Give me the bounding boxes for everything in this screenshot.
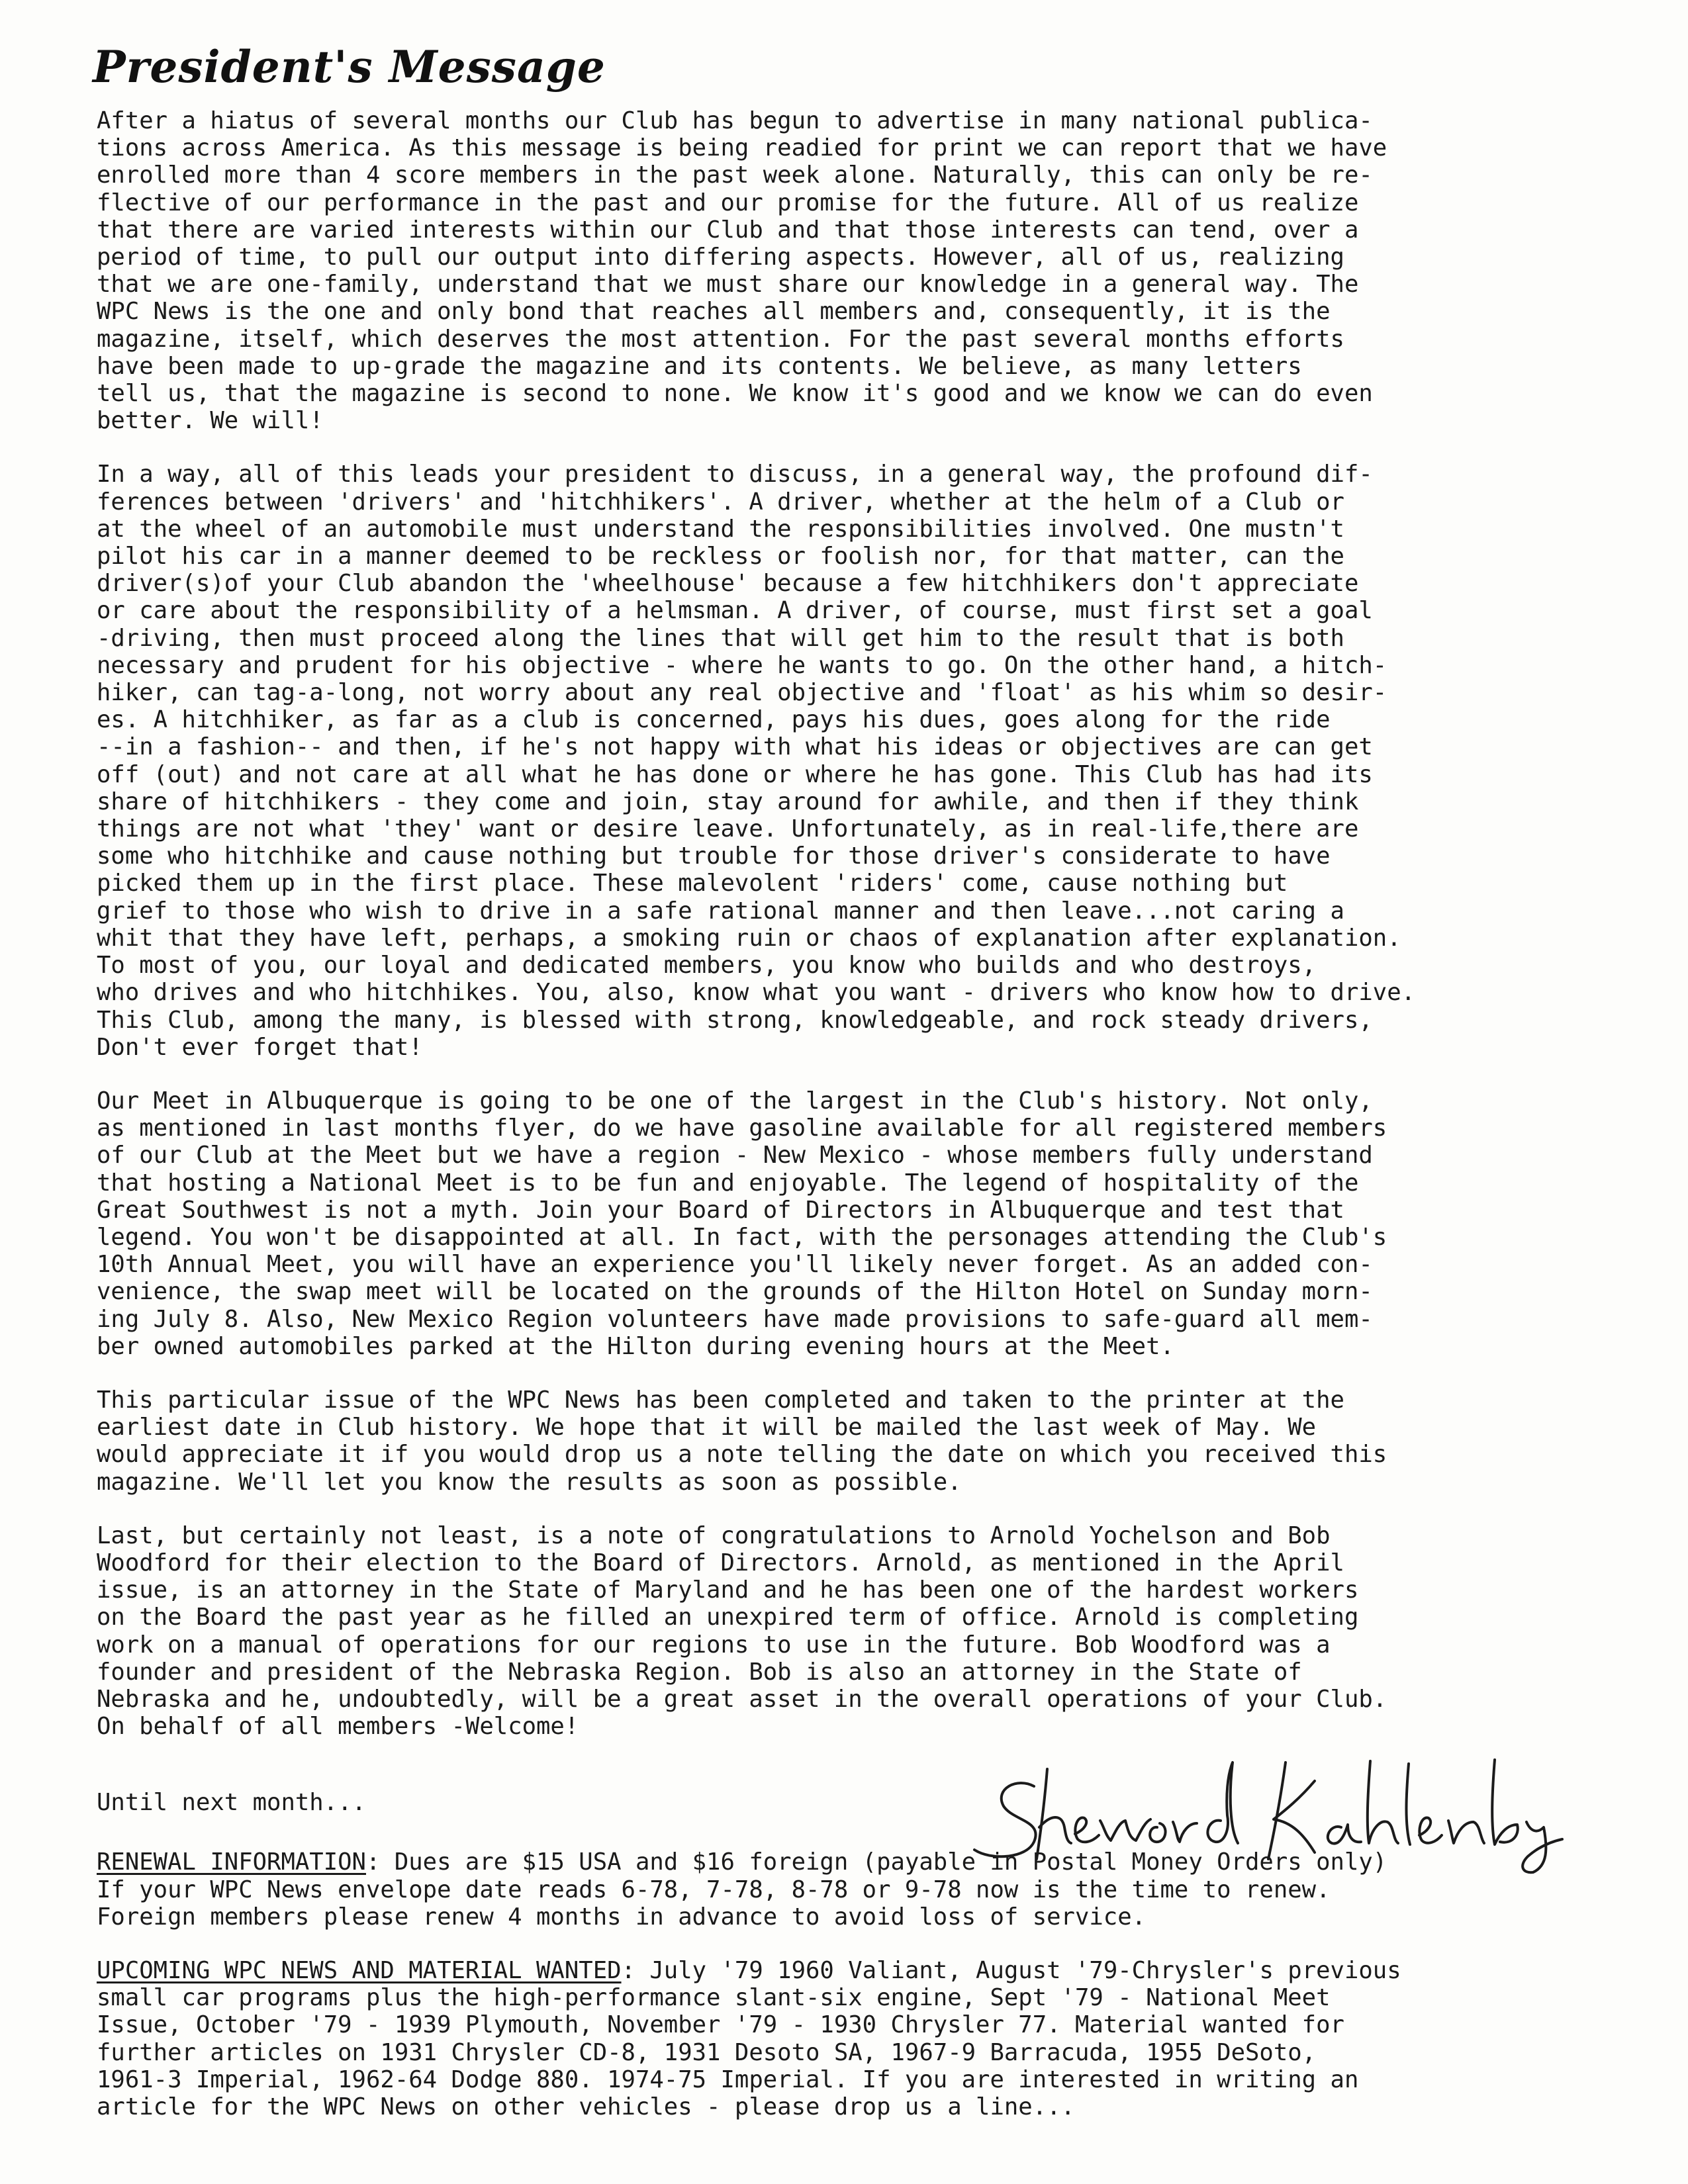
message-body: [97, 107, 1613, 2147]
signature: [970, 1743, 1566, 1875]
upcoming-label: UPCOMING WPC NEWS AND MATERIAL WANTED: [97, 1956, 622, 1984]
paragraph-intro: After a hiatus of several months our Club has begun to advertise in many national publica- tions across America. As this message is being readied for print we can report that we have enrolled more than 4 score members in the past week alone. Naturally, this can only be re- flective of our performance in the past and our promise for the future. All of us realize that there are varied interests within our Club and that those interests can tend, over a period of time, to pull our output into differing aspects. However, all of us, realizing that we are one-family, understand that we must share our knowledge in a general way. The WPC News is the one and only bond that reaches all members and, consequently, it is the magazine, itself, which deserves the most attention. For the past several months efforts have been made to up-grade the magazine and its contents. We believe, as many letters tell us, that the magazine is second to none. We know it's good and we know we can do even better. We will!: [97, 107, 1387, 435]
paragraph-congratulations: Last, but certainly not least, is a note of congratulations to Arnold Yochelson and Bob Woodford for their election to the Board of Directors. Arnold, as mentioned in the April issue, is an attorney in the State of Maryland and he has been one of the hardest workers on the Board the past year as he filled an unexpired term of office. Arnold is completing work on a manual of operations for our regions to use in the future. Bob Woodford was a founder and president of the Nebraska Region. Bob is also an attorney in the State of Nebraska and he, undoubtedly, will be a great asset in the overall operations of your Club. On behalf of all members -Welcome!: [97, 1522, 1387, 1741]
closing-text: Until next month...: [97, 1789, 366, 1817]
paragraph-printing: This particular issue of the WPC News has been completed and taken to the printer at the earliest date in Club history. We hope that it will be mailed the last week of May. We would appreciate it if you would drop us a note telling the date on which you received this magazine. We'll let you know the results as soon as possible.: [97, 1386, 1387, 1496]
paragraph-drivers: In a way, all of this leads your president to discuss, in a general way, the profound dif- ferences between 'drivers' and 'hitchhikers'. A driver, whether at the helm of a Club or at the wheel of an automobile must understand the responsibilities involved. One mustn't pilot his car in a manner deemed to be reckless or foolish nor, for that matter, can the driver(s)of your Club abandon the 'wheelhouse' because a few hitchhikers don't appreciate or care about the responsibility of a helmsman. A driver, of course, must first set a goal -driving, then must proceed along the lines that will get him to the result that is both necessary and prudent for his objective - where he wants to go. On the other hand, a hitch- hiker, can tag-a-long, not worry about any real objective and 'float' as his whim so desir- es. A hitchhiker, as far as a club is concerned, pays his dues, goes along for the ride --in a fashion-- and then, if he's not happy with what his ideas or objectives are can get off (out) and not care at all what he has done or where he has gone. This Club has had its share of hitchhikers - they come and join, stay around for awhile, and then if they think things are not what 'they' want or desire leave. Unfortunately, as in real-life,there are some who hitchhike and cause nothing but trouble for those driver's considerate to have picked them up in the first place. These malevolent 'riders' come, cause nothing but grief to those who wish to drive in a safe rational manner and then leave...not caring a whit that they have left, perhaps, a smoking ruin or chaos of explanation after explanation. To most of you, our loyal and dedicated members, you know who builds and who destroys, who drives and who hitchhikes. You, also, know what you want - drivers who know how to drive. This Club, among the many, is blessed with strong, knowledgeable, and rock steady drivers, Don't ever forget that!: [97, 461, 1416, 1061]
renewal-label: RENEWAL INFORMATION: [97, 1848, 366, 1876]
upcoming-section: [97, 1957, 1613, 2120]
upcoming-text: : July '79 1960 Valiant, August '79-Chrysler's previous small car programs plus the high-performance slant-six engine, Sept '79 - National Meet Issue, October '79 - 1939 Plymouth, November '79 - 1930 Chrysler 77. Material wanted for further articles on 1931 Chrysler CD-8, 1931 Desoto SA, 1967-9 Barracuda, 1955 DeSoto, 1961-3 Imperial, 1962-64 Dodge 880. 1974-75 Imperial. If you are interested in writing an article for the WPC News on other vehicles - please drop us a line...: [97, 1956, 1401, 2120]
page-title: President's Message: [93, 41, 606, 93]
closing-row: [97, 1766, 1613, 1822]
renewal-text: : Dues are $15 USA and $16 foreign (payable in Postal Money Orders only) If your WPC News envelope date reads 6-78, 7-78, 8-78 or 9-78 now is the time to renew. Foreign members please renew 4 months in advance to avoid loss of service.: [97, 1848, 1387, 1931]
paragraph-meet: Our Meet in Albuquerque is going to be one of the largest in the Club's history. Not only, as mentioned in last months flyer, do we have gasoline available for all registered members of our Club at the Meet but we have a region - New Mexico - whose members fully understand that hosting a National Meet is to be fun and enjoyable. The legend of hospitality of the Great Southwest is not a myth. Join your Board of Directors in Albuquerque and test that legend. You won't be disappointed at all. In fact, with the personages attending the Club's 10th Annual Meet, you will have an experience you'll likely never forget. As an added con- venience, the swap meet will be located on the grounds of the Hilton Hotel on Sunday morn- ing July 8. Also, New Mexico Region volunteers have made provisions to safe-guard all mem- ber owned automobiles parked at the Hilton during evening hours at the Meet.: [97, 1087, 1387, 1360]
